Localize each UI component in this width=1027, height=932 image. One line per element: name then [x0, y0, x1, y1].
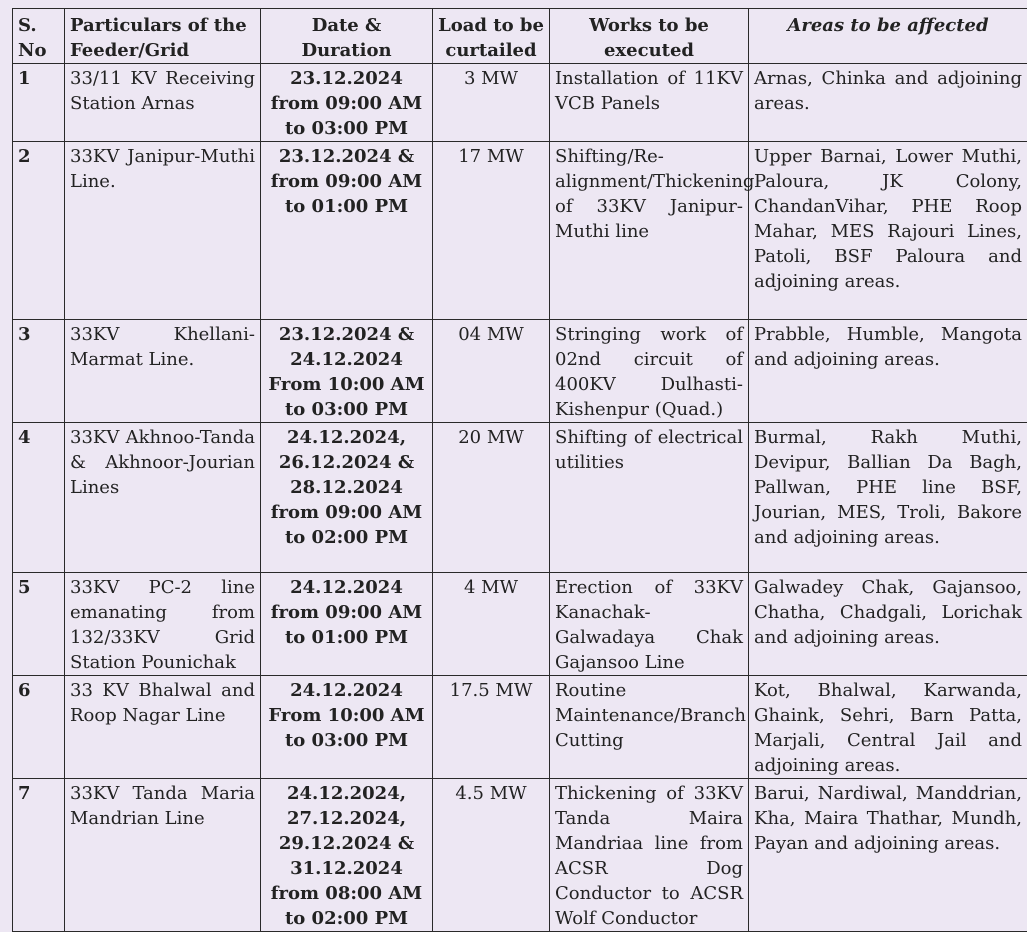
- table-row: [13, 676, 1027, 779]
- cell-date: 23.12.2024 & from 09:00 AM to 01:00 PM: [261, 142, 433, 320]
- cell-sno: 7: [13, 779, 65, 932]
- table-row: [13, 779, 1027, 932]
- cell-works: Routine Maintenance/Branch Cutting: [550, 676, 749, 779]
- cell-load: 3 MW: [433, 64, 550, 142]
- cell-feeder: 33KV Janipur-Muthi Line.: [65, 142, 261, 320]
- header-works: Works to be executed: [550, 9, 749, 64]
- cell-feeder: 33KV Tanda Maria Mandrian Line: [65, 779, 261, 932]
- table-row: [13, 64, 1027, 142]
- table-row: [13, 423, 1027, 573]
- cell-load: 20 MW: [433, 423, 550, 573]
- cell-load: 17 MW: [433, 142, 550, 320]
- header-feeder: Particulars of the Feeder/Grid: [65, 9, 261, 64]
- cell-date: 23.12.2024 & 24.12.2024 From 10:00 AM to 03:00 PM: [261, 320, 433, 423]
- cell-works: Thickening of 33KV Tanda Maira Mandriaa line from ACSR Dog Conductor to ACSR Wolf Conductor: [550, 779, 749, 932]
- cell-areas: Galwadey Chak, Gajansoo, Chatha, Chadgali, Lorichak and adjoining areas.: [749, 573, 1027, 676]
- cell-feeder: 33KV Akhnoo-Tanda & Akhnoor-Jourian Lines: [65, 423, 261, 573]
- table-row: [13, 142, 1027, 320]
- cell-works: Installation of 11KV VCB Panels: [550, 64, 749, 142]
- shutdown-schedule-table: [12, 8, 1027, 932]
- cell-areas: Burmal, Rakh Muthi, Devipur, Ballian Da Bagh, Pallwan, PHE line BSF, Jourian, MES, Troli, Bakore and adjoining areas.: [749, 423, 1027, 573]
- cell-areas: Barui, Nardiwal, Manddrian, Kha, Maira Thathar, Mundh, Payan and adjoining areas.: [749, 779, 1027, 932]
- cell-date: 24.12.2024 from 09:00 AM to 01:00 PM: [261, 573, 433, 676]
- cell-date: 23.12.2024 from 09:00 AM to 03:00 PM: [261, 64, 433, 142]
- cell-sno: 3: [13, 320, 65, 423]
- cell-sno: 5: [13, 573, 65, 676]
- cell-load: 04 MW: [433, 320, 550, 423]
- cell-sno: 2: [13, 142, 65, 320]
- cell-areas: Kot, Bhalwal, Karwanda, Ghaink, Sehri, Barn Patta, Marjali, Central Jail and adjoining areas.: [749, 676, 1027, 779]
- cell-date: 24.12.2024 From 10:00 AM to 03:00 PM: [261, 676, 433, 779]
- cell-load: 4 MW: [433, 573, 550, 676]
- cell-sno: 1: [13, 64, 65, 142]
- cell-areas: Upper Barnai, Lower Muthi, Paloura, JK Colony, ChandanVihar, PHE Roop Mahar, MES Rajouri Lines, Patoli, BSF Paloura and adjoining areas.: [749, 142, 1027, 320]
- cell-date: 24.12.2024, 26.12.2024 & 28.12.2024 from 09:00 AM to 02:00 PM: [261, 423, 433, 573]
- cell-works: Shifting/Re-alignment/Thickening of 33KV Janipur-Muthi line: [550, 142, 749, 320]
- cell-load: 17.5 MW: [433, 676, 550, 779]
- table-row: [13, 320, 1027, 423]
- cell-works: Erection of 33KV Kanachak-Galwadaya Chak Gajansoo Line: [550, 573, 749, 676]
- table-row: [13, 573, 1027, 676]
- cell-sno: 4: [13, 423, 65, 573]
- cell-works: Stringing work of 02nd circuit of 400KV Dulhasti-Kishenpur (Quad.): [550, 320, 749, 423]
- cell-areas: Arnas, Chinka and adjoining areas.: [749, 64, 1027, 142]
- header-areas: Areas to be affected: [749, 9, 1027, 64]
- cell-feeder: 33KV PC-2 line emanating from 132/33KV Grid Station Pounichak: [65, 573, 261, 676]
- cell-feeder: 33 KV Bhalwal and Roop Nagar Line: [65, 676, 261, 779]
- cell-date: 24.12.2024, 27.12.2024, 29.12.2024 & 31.12.2024 from 08:00 AM to 02:00 PM: [261, 779, 433, 932]
- cell-load: 4.5 MW: [433, 779, 550, 932]
- cell-feeder: 33/11 KV Receiving Station Arnas: [65, 64, 261, 142]
- cell-feeder: 33KV Khellani-Marmat Line.: [65, 320, 261, 423]
- header-date: Date & Duration: [261, 9, 433, 64]
- cell-works: Shifting of electrical utilities: [550, 423, 749, 573]
- cell-areas: Prabble, Humble, Mangota and adjoining areas.: [749, 320, 1027, 423]
- header-sno: S. No: [13, 9, 65, 64]
- header-row: [13, 9, 1027, 64]
- cell-sno: 6: [13, 676, 65, 779]
- header-load: Load to be curtailed: [433, 9, 550, 64]
